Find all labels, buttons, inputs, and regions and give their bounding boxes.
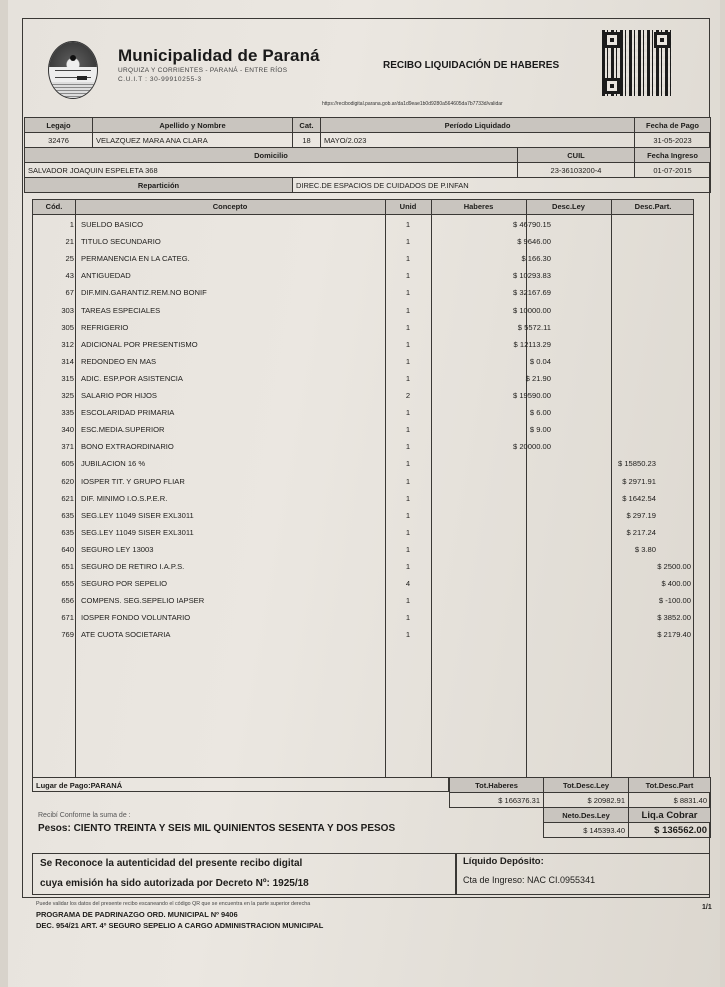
- payslip-page: [8, 0, 720, 987]
- authenticity-line-1: Se Reconoce la autenticidad del presente recibo digital: [40, 858, 303, 869]
- decree-note: DEC. 954/21 ART. 4º SEGURO SEPELIO A CARGO ADMINISTRACION MUNICIPAL: [36, 921, 324, 930]
- item-code: 371: [61, 442, 74, 452]
- nombre-label: Apellido y Nombre: [93, 118, 293, 133]
- item-units: 1: [405, 220, 411, 229]
- item-concept: REFRIGERIO: [81, 322, 129, 332]
- item-concept: IOSPER FONDO VOLUNTARIO: [81, 613, 191, 623]
- col-header-cod: Cód.: [45, 202, 63, 211]
- tot-haberes-label: Tot.Haberes: [450, 778, 544, 793]
- org-cuit: C.U.I.T : 30-99910255-3: [118, 76, 202, 83]
- item-concept: SUELDO BASICO: [81, 220, 144, 229]
- col-header-unid: Unid: [399, 202, 417, 211]
- fecha-pago-label: Fecha de Pago: [635, 118, 711, 133]
- table-row: [33, 370, 693, 387]
- item-concept: ADICIONAL POR PRESENTISMO: [81, 339, 198, 349]
- item-units: 1: [405, 613, 411, 623]
- table-row: [33, 592, 693, 609]
- item-haberes: $ 9.00: [529, 425, 551, 435]
- amount-in-words: Pesos: CIENTO TREINTA Y SEIS MIL QUINIENTOS SESENTA Y DOS PESOS: [38, 823, 396, 834]
- item-concept: PERMANENCIA EN LA CATEG.: [81, 254, 190, 264]
- item-concept: SEG.LEY 11049 SISER EXL3011: [81, 527, 194, 537]
- table-row: [33, 626, 693, 643]
- table-row: [33, 250, 693, 267]
- item-desc-ley: $ 297.19: [626, 510, 656, 520]
- item-desc-ley: $ 15850.23: [617, 459, 656, 469]
- col-header-desc-part: Desc.Part.: [634, 202, 672, 211]
- item-code: 1: [69, 220, 74, 229]
- table-row: [33, 524, 693, 541]
- item-units: 1: [405, 425, 411, 435]
- item-concept: DIF. MINIMO I.O.S.P.E.R.: [81, 493, 168, 503]
- liquido-value: $ 136562.00: [629, 823, 711, 838]
- neto-value: $ 145393.40: [544, 823, 629, 838]
- item-units: 1: [405, 373, 411, 383]
- tot-haberes-value: $ 166376.31: [450, 793, 544, 808]
- periodo-label: Período Liquidado: [321, 118, 635, 133]
- validation-url[interactable]: https://recibodigital.parana.gob.ar/da1d9eae1b0d9280a564605da7b7733d/validar: [322, 101, 503, 107]
- item-concept: ESCOLARIDAD PRIMARIA: [81, 408, 175, 418]
- item-concept: IOSPER TIT. Y GRUPO FLIAR: [81, 476, 185, 486]
- reparticion-value: DIREC.DE ESPACIOS DE CUIDADOS DE P.INFAN: [293, 178, 711, 193]
- item-concept: COMPENS. SEG.SEPELIO IAPSER: [81, 596, 205, 606]
- item-concept: TITULO SECUNDARIO: [81, 237, 161, 247]
- item-code: 620: [61, 476, 74, 486]
- periodo-value: MAYO/2.023: [321, 133, 635, 148]
- fecha-ingreso-label: Fecha Ingreso: [635, 148, 711, 163]
- item-concept: SALARIO POR HIJOS: [81, 391, 157, 400]
- domicilio-value: SALVADOR JOAQUIN ESPELETA 368: [25, 163, 518, 178]
- item-code: 67: [65, 288, 74, 298]
- item-concept: ESC.MEDIA.SUPERIOR: [81, 425, 165, 435]
- table-row: [33, 490, 693, 507]
- item-code: 314: [61, 356, 74, 366]
- item-code: 640: [61, 544, 74, 554]
- authenticity-line-2: cuya emisión ha sido autorizada por Decreto Nº: 1925/18: [40, 878, 309, 889]
- item-concept: DIF.MIN.GARANTIZ.REM.NO BONIF: [81, 288, 207, 298]
- table-row: [33, 216, 693, 233]
- tot-desc-ley-value: $ 20982.91: [544, 793, 629, 808]
- domicilio-label: Domicilio: [25, 148, 518, 163]
- item-haberes: $ 10293.83: [512, 271, 551, 281]
- item-haberes: $ 10000.00: [512, 305, 551, 315]
- item-units: 1: [405, 596, 411, 606]
- table-row: [33, 421, 693, 438]
- item-desc-ley: $ 1642.54: [622, 493, 656, 503]
- table-row: [33, 541, 693, 558]
- cuil-value: 23-36103200-4: [518, 163, 635, 178]
- item-units: 1: [405, 630, 411, 640]
- item-code: 655: [61, 579, 74, 589]
- item-code: 769: [61, 630, 74, 640]
- item-units: 1: [405, 408, 411, 418]
- item-concept: JUBILACION 16 %: [81, 459, 146, 469]
- item-units: 1: [405, 544, 411, 554]
- item-code: 635: [61, 527, 74, 537]
- validation-note: Puede validar los datos del presente recibo escaneando el código QR que se encuentra en la parte superior derecha: [36, 901, 311, 907]
- item-haberes: $ 21.90: [525, 373, 551, 383]
- table-row: [33, 302, 693, 319]
- table-row: [33, 507, 693, 524]
- item-units: 2: [405, 391, 411, 400]
- item-units: 1: [405, 339, 411, 349]
- col-header-desc-ley: Desc.Ley: [552, 202, 585, 211]
- coat-of-arms-icon: [48, 41, 98, 99]
- item-code: 325: [61, 391, 74, 400]
- table-row: [33, 387, 693, 404]
- item-units: 4: [405, 579, 411, 589]
- item-units: 1: [405, 493, 411, 503]
- item-units: 1: [405, 476, 411, 486]
- item-concept: SEGURO LEY 13003: [81, 544, 154, 554]
- table-row: [33, 473, 693, 490]
- tot-desc-part-value: $ 8831.40: [629, 793, 711, 808]
- document-title: RECIBO LIQUIDACIÓN DE HABERES: [383, 60, 560, 71]
- tot-desc-part-label: Tot.Desc.Part: [629, 778, 711, 793]
- item-units: 1: [405, 562, 411, 571]
- item-concept: BONO EXTRAORDINARIO: [81, 442, 174, 452]
- item-code: 305: [61, 322, 74, 332]
- lugar-de-pago: Lugar de Pago:PARANÁ: [32, 777, 449, 792]
- item-units: 1: [405, 288, 411, 298]
- table-row: [33, 609, 693, 626]
- fecha-ingreso-value: 01-07-2015: [635, 163, 711, 178]
- item-concept: ANTIGUEDAD: [81, 271, 131, 281]
- item-code: 43: [65, 271, 74, 281]
- item-units: 1: [405, 322, 411, 332]
- item-haberes: $ 12113.29: [513, 339, 551, 349]
- item-desc-ley: $ 3.80: [634, 544, 656, 554]
- item-concept: ATE CUOTA SOCIETARIA: [81, 630, 171, 640]
- item-code: 656: [61, 596, 74, 606]
- item-haberes: $ 5572.11: [517, 322, 551, 332]
- table-row: [33, 267, 693, 284]
- cuenta-ingreso: Cta de Ingreso: NAC CI.0955341: [463, 875, 596, 885]
- item-desc-part: $ -100.00: [658, 596, 691, 606]
- item-code: 335: [61, 408, 74, 418]
- table-row: [33, 284, 693, 301]
- item-haberes: $ 9646.00: [517, 237, 551, 247]
- item-code: 312: [61, 339, 74, 349]
- item-haberes: $ 166.30: [521, 254, 551, 264]
- item-haberes: $ 46790.15: [512, 220, 551, 229]
- org-name: Municipalidad de Paraná: [118, 46, 320, 65]
- table-row: [33, 558, 693, 575]
- item-haberes: $ 0.04: [529, 356, 551, 366]
- col-header-concepto: Concepto: [212, 202, 248, 211]
- item-desc-part: $ 400.00: [661, 579, 691, 589]
- item-units: 1: [405, 442, 411, 452]
- recibi-label: Recibí Conforme la suma de :: [38, 812, 131, 819]
- item-units: 1: [405, 510, 411, 520]
- item-units: 1: [405, 459, 411, 469]
- item-code: 315: [61, 373, 74, 383]
- item-units: 1: [405, 356, 411, 366]
- item-code: 303: [61, 305, 74, 315]
- table-row: [33, 233, 693, 250]
- item-desc-ley: $ 217.24: [626, 527, 656, 537]
- program-note: PROGRAMA DE PADRINAZGO ORD. MUNICIPAL Nº 9406: [36, 910, 238, 919]
- table-row: [33, 353, 693, 370]
- tot-desc-ley-label: Tot.Desc.Ley: [544, 778, 629, 793]
- table-row: [33, 404, 693, 421]
- item-desc-part: $ 2179.40: [657, 630, 691, 640]
- deposito-label: Líquido Depósito:: [463, 856, 544, 867]
- items-table-header: [33, 200, 693, 215]
- item-haberes: $ 32167.69: [512, 288, 551, 298]
- item-concept: TAREAS ESPECIALES: [81, 305, 161, 315]
- legajo-value: 32476: [25, 133, 93, 148]
- item-desc-part: $ 2500.00: [657, 562, 691, 571]
- table-row: [33, 438, 693, 455]
- org-address: URQUIZA Y CORRIENTES - PARANÁ - ENTRE RÍOS: [118, 67, 288, 74]
- nombre-value: VELAZQUEZ MARA ANA CLARA: [93, 133, 293, 148]
- item-concept: SEG.LEY 11049 SISER EXL3011: [81, 510, 194, 520]
- table-row: [33, 455, 693, 472]
- item-units: 1: [405, 527, 411, 537]
- legajo-label: Legajo: [25, 118, 93, 133]
- liquido-label: Liq.a Cobrar: [629, 808, 711, 823]
- item-concept: ADIC. ESP.POR ASISTENCIA: [81, 373, 183, 383]
- cat-label: Cat.: [293, 118, 321, 133]
- item-code: 621: [61, 493, 74, 503]
- item-concept: SEGURO DE RETIRO I.A.P.S.: [81, 562, 185, 571]
- items-table: [32, 199, 694, 778]
- item-haberes: $ 20000.00: [512, 442, 551, 452]
- item-units: 1: [405, 254, 411, 264]
- cat-value: 18: [293, 133, 321, 148]
- item-units: 1: [405, 237, 411, 247]
- item-code: 340: [61, 425, 74, 435]
- table-row: [33, 575, 693, 592]
- item-units: 1: [405, 271, 411, 281]
- item-units: 1: [405, 305, 411, 315]
- item-code: 635: [61, 510, 74, 520]
- item-desc-part: $ 3852.00: [657, 613, 691, 623]
- cuil-label: CUIL: [518, 148, 635, 163]
- totals-table: [449, 777, 711, 838]
- table-row: [33, 336, 693, 353]
- item-code: 21: [65, 237, 74, 247]
- table-row: [33, 319, 693, 336]
- item-desc-ley: $ 2971.91: [622, 476, 656, 486]
- qr-code-icon[interactable]: [602, 30, 672, 96]
- item-code: 671: [61, 613, 74, 623]
- item-concept: REDONDEO EN MAS: [81, 356, 157, 366]
- page-number: 1/1: [702, 904, 712, 911]
- item-code: 605: [61, 459, 74, 469]
- item-code: 651: [61, 562, 74, 571]
- reparticion-label: Repartición: [25, 178, 293, 193]
- col-header-haberes: Haberes: [463, 202, 494, 211]
- neto-label: Neto.Des.Ley: [544, 808, 629, 823]
- item-haberes: $ 19590.00: [512, 391, 551, 400]
- item-concept: SEGURO POR SEPELIO: [81, 579, 168, 589]
- employee-info-table: [24, 117, 711, 193]
- item-code: 25: [65, 254, 74, 264]
- fecha-pago-value: 31-05-2023: [635, 133, 711, 148]
- item-haberes: $ 6.00: [529, 408, 551, 418]
